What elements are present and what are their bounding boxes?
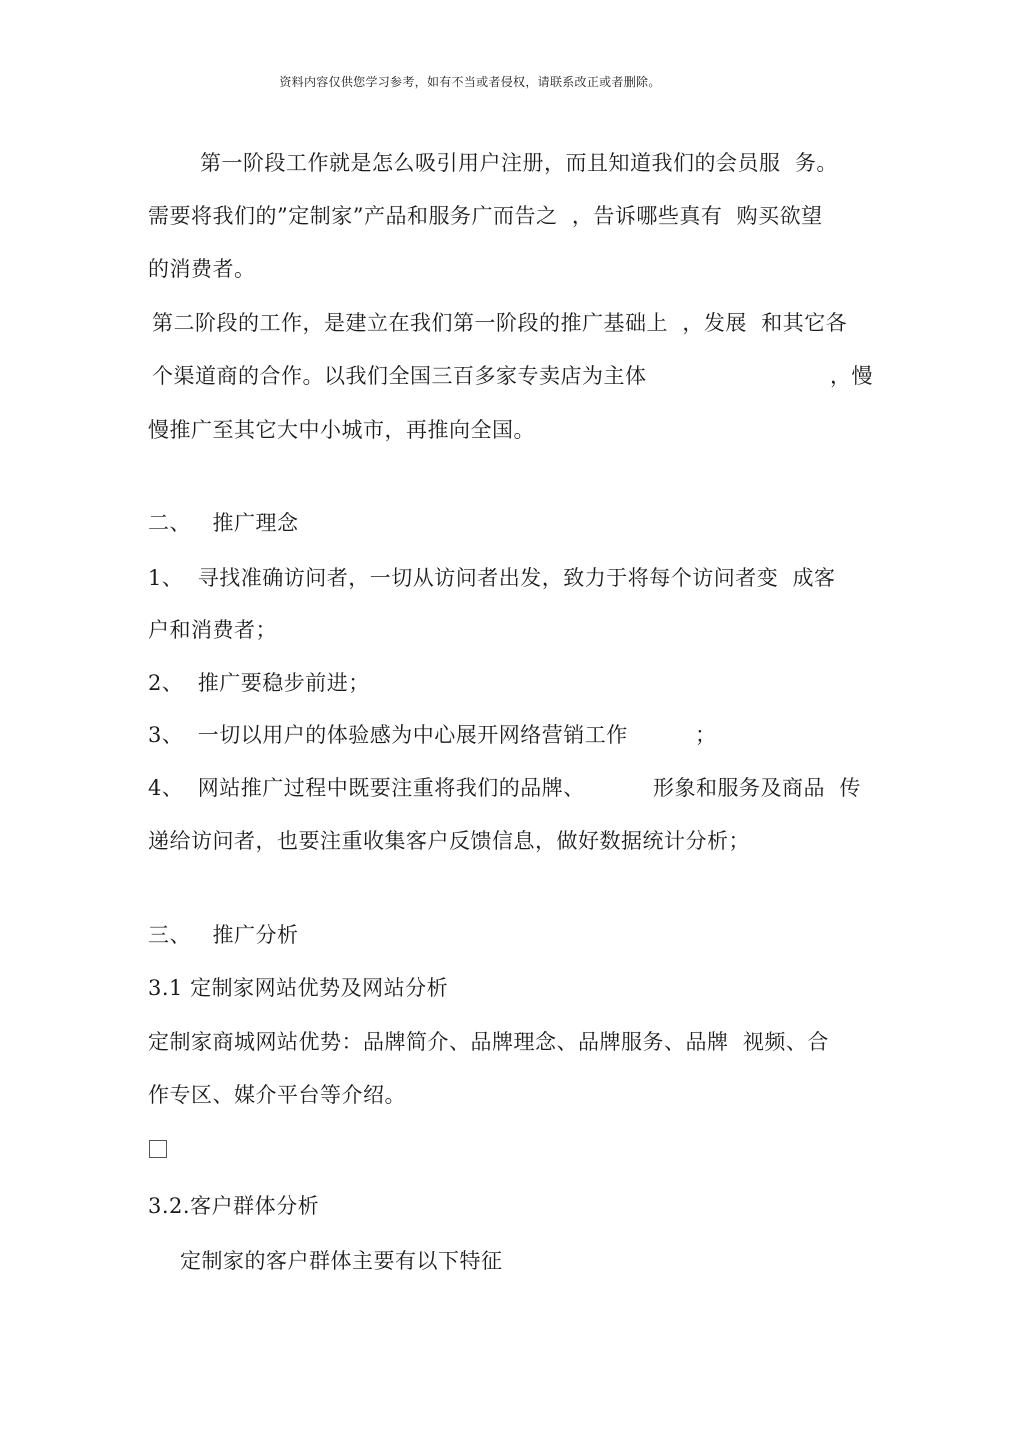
section-three-sub-1-line-2: 作专区、媒介平台等介绍。: [148, 1083, 406, 1107]
section-three-sub-2-title: 3.2.客户群体分析: [148, 1194, 320, 1218]
section-two-item-4-line-2: 递给访问者，也要注重收集客户反馈信息，做好数据统计分析；: [148, 829, 750, 853]
stage-two-line-1: 第二阶段的工作，是建立在我们第一阶段的推广基础上 ，发展 和其它各: [152, 311, 848, 335]
section-three-sub-1-line-1: 定制家商城网站优势：品牌简介、品牌理念、品牌服务、品牌 视频、合: [148, 1030, 829, 1054]
section-two-item-4-line-1-tail: 形象和服务及商品 传: [653, 776, 861, 800]
section-two-item-1-line-1: 1、 寻找准确访问者，一切从访问者出发，致力于将每个访问者变 成客: [148, 566, 836, 590]
stage-two-line-3: 慢推广至其它大中小城市，再推向全国。: [148, 418, 535, 442]
stage-two-line-2: 个渠道商的合作。以我们全国三百多家专卖店为主体: [152, 364, 647, 388]
section-two-item-1-line-2: 户和消费者；: [148, 618, 277, 642]
section-two-item-4-line-1: 4、 网站推广过程中既要注重将我们的品牌、: [148, 776, 585, 800]
section-two-item-2: 2、 推广要稳步前进；: [148, 671, 370, 695]
stage-one-line-1: 第一阶段工作就是怎么吸引用户注册，而且知道我们的会员服 务。: [200, 151, 838, 175]
empty-checkbox[interactable]: [149, 1140, 167, 1158]
stage-two-line-2-tail: ，慢: [830, 364, 873, 388]
copyright-note: 资料内容仅供您学习参考，如有不当或者侵权，请联系改正或者删除。: [279, 75, 661, 89]
section-two-item-3-tail: ；: [695, 723, 717, 747]
section-two-heading: 二、 推广理念: [148, 511, 299, 535]
section-three-sub-2-line-1: 定制家的客户群体主要有以下特征: [180, 1249, 503, 1273]
section-two-item-3: 3、 一切以用户的体验感为中心展开网络营销工作: [148, 723, 628, 747]
section-three-heading: 三、 推广分析: [148, 923, 299, 947]
section-three-sub-1-title: 3.1 定制家网站优势及网站分析: [148, 976, 449, 1000]
stage-one-line-3: 的消费者。: [148, 257, 256, 281]
stage-one-line-2: 需要将我们的”定制家”产品和服务广而告之 ，告诉哪些真有 购买欲望: [148, 204, 823, 228]
